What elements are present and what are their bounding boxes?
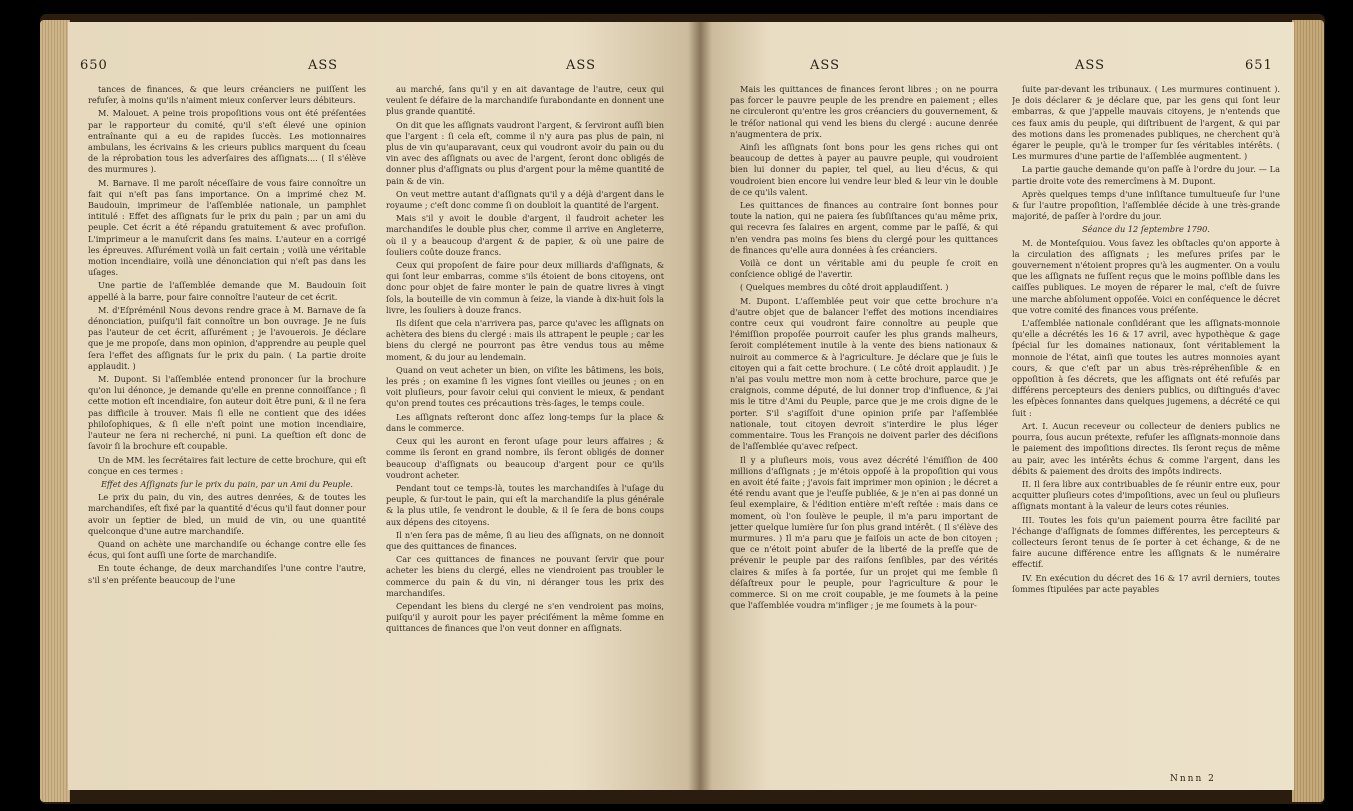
book-edge-right [1292, 20, 1324, 802]
paragraph: Il n'en ſera pas de même, ſi au lieu des aſſignats, on ne donnoit que des quittances de finances. [386, 529, 664, 551]
book-edge-left [40, 20, 70, 802]
paragraph: tances de finances, & que leurs créanciers ne puiſſent les refuſer, à moins qu'ils n'aiment mieux conſerver leurs débiteurs. [88, 84, 366, 106]
paragraph: II. Il ſera libre aux contribuables de ſe réunir entre eux, pour acquitter pluſieurs cotes d'impoſitions, avec un ſeul ou pluſieurs aſſignats montant à la valeur de leurs cotes réunies. [1012, 478, 1280, 512]
paragraph: Il y a pluſieurs mois, vous avez décrété l'émiſſion de 400 millions d'aſſignats ; je m'étois oppoſé à la propoſition qui vous en avoit été faite ; j'avois fait imprimer mon opinion ; le décret a été rendu avant que je l'euſſe publiée, & je n'en ai pas donné un ſeul exemplaire, & l'édition entière m'eſt reſtée : mais dans ce moment, où l'on ſoulève le peuple, il m'a paru important de jetter quelque lumière ſur ſon plus grand intérêt. ( Il s'élève des murmures. ) Il m'a paru que je faiſois un acte de bon citoyen ; que ce n'étoit point abuſer de la liberté de la preſſe que de prévenir le peuple par des raiſons ſenſibles, par des vérités claires & miſes à ſa portée, ſur un projet qui me ſemble ſi déſaſtreux pour le peuple, pour l'agriculture & pour le commerce. Si on me croit coupable, je me ſoumets à la peine que l'aſſemblée voudra m'infliger ; je me ſoumets à la pour- [730, 454, 998, 611]
paragraph: M. Barnave. Il me paroît néceſſaire de vous faire connoître un fait qui n'eſt pas ſans importance. On a imprimé chez M. Baudouin, imprimeur de l'aſſemblée nationale, un pamphlet intitulé : Effet des aſſignats ſur le prix du pain ; par un ami du peuple. Cet écrit a été répandu gratuitement & avec profuſion. L'imprimeur a le manuſcrit dans ſes mains. L'auteur en a corrigé les épreuves. Aſſurément voilà un fait certain ; voilà une véritable motion incendiaire, voilà une dénonciation qui n'eſt pas dans les uſages. [88, 177, 366, 278]
paragraph: Voilà ce dont un véritable ami du peuple ſe croit en conſcience obligé de l'avertir. [730, 258, 998, 280]
paragraph: Car ces quittances de finances ne pouvant ſervir que pour acheter les biens du clergé, elles ne viendroient pas troubler le commerce du pain & du vin, ni déranger tous les prix des marchandiſes. [386, 554, 664, 598]
left-header-right: ASS [566, 58, 596, 73]
paragraph: Mais les quittances de finances ſeront libres ; on ne pourra pas forcer le pauvre peuple de les prendre en paiement ; elles ne circuleront qu'entre les gros créanciers du gouvernement, & le tréſor national qui vend les biens du clergé : aucune denrée n'augmentera de prix. [730, 84, 998, 139]
paragraph: L'aſſemblée nationale conſidérant que les aſſignats-monnoie qu'elle a décrétés les 16 & 17 avril, avec hypothèque & gage ſpécial ſur les domaines nationaux, ſont véritablement la monnoie de l'état, ainſi que toutes les autres monnoies ayant cours, & que c'eſt par un abus très-répréhenſible & en oppoſition à ſes décrets, que les aſſignats ont été refuſés par différens percepteurs des deniers publics, ou diſtingués d'avec les eſpèces ſonnantes dans quelques jugemens, a décrété ce qui ſuit : [1012, 318, 1280, 418]
right-column-1 [730, 84, 998, 774]
paragraph: Séance du 12 ſeptembre 1790. [1082, 224, 1210, 235]
book-gutter [688, 22, 712, 790]
right-page-number: 651 [1245, 58, 1273, 73]
paragraph: Le prix du pain, du vin, des autres denrées, & de toutes les marchandiſes, eſt fixé par la quantité d'écus qu'il faut donner pour avoir un ſeptier de bled, un muid de vin, ou une quantité quelconque d'une autre marchandiſe. [88, 492, 366, 536]
paragraph: Ceux qui les auront en feront uſage pour leurs affaires ; & comme ils ſeront en grand nombre, ils ſeront obligés de donner beaucoup d'aſſignats ou beaucoup d'argent pour ce qu'ils voudront acheter. [386, 436, 664, 480]
paragraph: M. de Monteſquiou. Vous ſavez les obſtacles qu'on apporte à la circulation des aſſignats ; les meſures priſes par le gouvernement n'étoient propres qu'à les augmenter. On a voulu que les aſſignats ne fuſſent reçus que le moins poſſible dans les caiſſes publiques. Le moyen de réparer le mal, c'eſt de ſuivre une marche abſolument oppoſée. Voici en conſéquence le décret que votre comité des finances vous préſente. [1012, 237, 1280, 315]
left-header-left: ASS [308, 58, 338, 73]
left-page [68, 22, 700, 790]
signature-mark: Nnnn 2 [1170, 774, 1216, 784]
paragraph: M. d'Eſpréménil Nous devons rendre grace à M. Barnave de ſa dénonciation, puiſqu'il fait connoître un bon ouvrage. Je ne ſuis pas l'auteur de cet écrit, aſſurément ; je l'avouerois. Je déclare que je me propoſe, dans mon opinion, d'apprendre au peuple quel ſera l'effet des aſſignats ſur le prix du pain. ( La partie droite applaudit. ) [88, 304, 366, 371]
paragraph: ( Quelques membres du côté droit applaudiſſent. ) [740, 282, 949, 293]
right-column-2 [1012, 84, 1280, 774]
paragraph: Effet des Aſſignats ſur le prix du pain, par un Ami du Peuple. [100, 478, 354, 489]
paragraph: III. Toutes les fois qu'un paiement pourra être facilité par l'échange d'aſſignats de ſommes différentes, les percepteurs & collecteurs ſeront tenus de ſe porter à cet échange, & de ne faire aucune différence entre les aſſignats & le numéraire effectif. [1012, 514, 1280, 570]
left-column-1 [88, 84, 366, 774]
paragraph: Quand on veut acheter un bien, on viſite les bâtimens, les bois, les prés ; on examine ſi les vignes ſont vieilles ou jeunes ; on en voit pluſieurs, pour ſavoir celui qui convient le mieux, & pendant qu'on prend toutes ces précautions très-ſages, le temps coule. [386, 364, 664, 409]
right-page [700, 22, 1294, 790]
right-header-left: ASS [810, 58, 840, 73]
right-header-right: ASS [1075, 58, 1105, 73]
paragraph: Mais s'il y avoit le double d'argent, il faudroit acheter les marchandiſes le double plus cher, comme il arrive en Angleterre, où il y a beaucoup d'argent & de papier, & où une paire de ſouliers coûte douze francs. [386, 213, 664, 257]
paragraph: Ainſi les aſſignats ſont bons pour les gens riches qui ont beaucoup de dettes à payer au pauvre peuple, qui voudroient bien lui donner du papier, tel quel, au lieu d'écus, & qui voudroient bien encore lui vendre leur bled & leur vin le double de ce qu'ils valent. [730, 142, 998, 197]
paragraph: M. Dupont. L'aſſemblée peut voir que cette brochure n'a d'autre objet que de balancer l'effet des motions incendiaires contre ceux qui voudront faire connoître au peuple que l'émiſſion propoſée pourroit cauſer les plus grands malheurs, ſeroit complétement inutile à la vente des biens nationaux & nuiroit au commerce & à l'agriculture. Je déclare que je ſuis le citoyen qui a fait cette brochure. ( Le côté droit applaudit. ) Je n'ai pas voulu mettre mon nom à cette brochure, parce que je craignois, comme député, de lui donner trop d'influence, & j'ai mis le titre d'Ami du Peuple, parce que je me crois digne de le porter. S'il s'agiſſoit d'une opinion priſe par l'aſſemblée nationale, tout citoyen devroit s'interdire le plus léger commentaire. Tous les François ne doivent parler des déciſions de l'aſſemblée qu'avec reſpect. [730, 295, 998, 452]
paragraph: Quand on achète une marchandiſe ou échange contre elle ſes écus, qui ſont auſſi une ſorte de marchandiſe. [88, 538, 366, 561]
paragraph: Après quelques temps d'une inſiſtance tumultueuſe ſur l'une & ſur l'autre propoſition, l'aſſemblée décide à une très-grande majorité, de paſſer à l'ordre du jour. [1012, 188, 1280, 222]
paragraph: On dit que les aſſignats vaudront l'argent, & ſerviront auſſi bien que l'argent : ſi cela eſt, comme il n'y aura pas plus de pain, ni plus de vin qu'auparavant, ceux qui voudront avoir du pain ou du vin avec des aſſignats ou avec de l'argent, ſeront donc obligés de donner plus d'aſſignats ou plus d'argent pour la même quantité de pain & de vin. [386, 119, 664, 186]
paragraph: On veut mettre autant d'aſſignats qu'il y a déjà d'argent dans le royaume ; c'eſt donc comme ſi on doubloit la quantité de l'argent. [386, 188, 664, 211]
paragraph: Les aſſignats reſteront donc aſſez long-temps ſur la place & dans le commerce. [386, 411, 664, 433]
paragraph: Ceux qui propoſent de faire pour deux milliards d'aſſignats, & qui ſont leur embarras, comme s'ils étoient de bons citoyens, ont donc pour objet de faire monter le pain de quatre livres à vingt ſols, la bouteille de vin commun à ſeize, la viande à dix-huit ſols la livre, les ſouliers à douze francs. [386, 260, 664, 315]
left-column-2 [386, 84, 664, 774]
paragraph: M. Dupont. Si l'aſſemblée entend prononcer ſur la brochure qu'on lui dénonce, je demande qu'elle en prenne connoiſſance ; ſi cette motion eſt incendiaire, ſon auteur doit être puni, & il ne ſera pas difficile à trouver. Mais ſi elle ne contient que des idées philoſophiques, & ſi elle n'eſt point une motion incendiaire, l'auteur ne ſera ni recherché, ni puni. La queſtion eſt donc de ſavoir ſi la brochure eſt coupable. [88, 374, 366, 452]
paragraph: M. Malouet. A peine trois propoſitions vous ont été préſentées par le rapporteur du comité, qu'il s'eſt élevé une opinion entraînante qui a eu de rapides ſuccès. Les motionnaires ambulans, les écrivains & les crieurs publics marquent du ſceau de la réprobation tous les adverſaires des aſſignats.... ( Il s'élève des murmures ). [88, 108, 366, 175]
paragraph: Une partie de l'aſſemblée demande que M. Baudouin ſoit appellé à la barre, pour faire connoître l'auteur de cet écrit. [88, 280, 366, 302]
left-page-number: 650 [80, 58, 108, 73]
paragraph: au marché, ſans qu'il y en ait davantage de l'autre, ceux qui veulent ſe défaire de la marchandiſe ſurabondante en donnent une plus grande quantité. [386, 84, 664, 117]
paragraph: Pendant tout ce temps-là, toutes les marchandiſes à l'uſage du peuple, & ſur-tout le pain, qui eſt la marchandiſe la plus générale & la plus utile, ſe vendront le double, & il ſe ſera de bons coups aux dépens des citoyens. [386, 482, 664, 527]
paragraph: Art. I. Aucun receveur ou collecteur de deniers publics ne pourra, ſous aucun prétexte, refuſer les aſſignats-monnoie dans le paiement des impoſitions directes. Ils ſeront reçus de même au pair, avec les intérêts échus & comme l'argent, dans les débits & paiement des droits des impôts indirects. [1012, 420, 1280, 476]
paragraph: Un de MM. les ſecrétaires fait lecture de cette brochure, qui eſt conçue en ces termes : [88, 454, 366, 476]
paragraph: Cependant les biens du clergé ne s'en vendroient pas moins, puiſqu'il y auroit pour les payer préciſément la même ſomme en quittances de finances que l'on veut donner en aſſignats. [386, 600, 664, 634]
paragraph: Les quittances de finances au contraire ſont bonnes pour toute la nation, qui ne paiera ſes ſubſiſtances qu'au même prix, qui recevra ſes ſalaires en argent, comme par le paſſé, & qui n'en vendra pas moins ſes biens du clergé pour les quittances de finances qu'elle aura données à ſes créanciers. [730, 200, 998, 255]
paragraph: En toute échange, de deux marchandiſes l'une contre l'autre, s'il s'en préſente beaucoup de l'une [88, 563, 366, 585]
paragraph: Ils diſent que cela n'arrivera pas, parce qu'avec les aſſignats on achètera des biens du clergé : mais ils attrapent le peuple ; car les biens du clergé ne pourront pas être vendus tous au même moment, & du jour au lendemain. [386, 318, 664, 362]
paragraph: IV. En exécution du décret des 16 & 17 avril derniers, toutes ſommes ſtipulées par acte payables [1012, 572, 1280, 594]
paragraph: ſuite par-devant les tribunaux. ( Les murmures continuent ). Je dois déclarer & je déclare que, par les gens qui ſont leur embarras, & que j'appelle mauvais citoyens, je n'entends que ces faux amis du peuple, qui diſtribuent de l'argent, & qui par des motions dans les promenades publiques, ne cherchent qu'à égarer le peuple, qu'à le tromper ſur ſes véritables intérêts. ( Les murmures d'une partie de l'aſſemblée augmentent. ) [1012, 84, 1280, 162]
paragraph: La partie gauche demande qu'on paſſe à l'ordre du jour. — La partie droite vote des remercîmens à M. Dupont. [1012, 164, 1280, 186]
